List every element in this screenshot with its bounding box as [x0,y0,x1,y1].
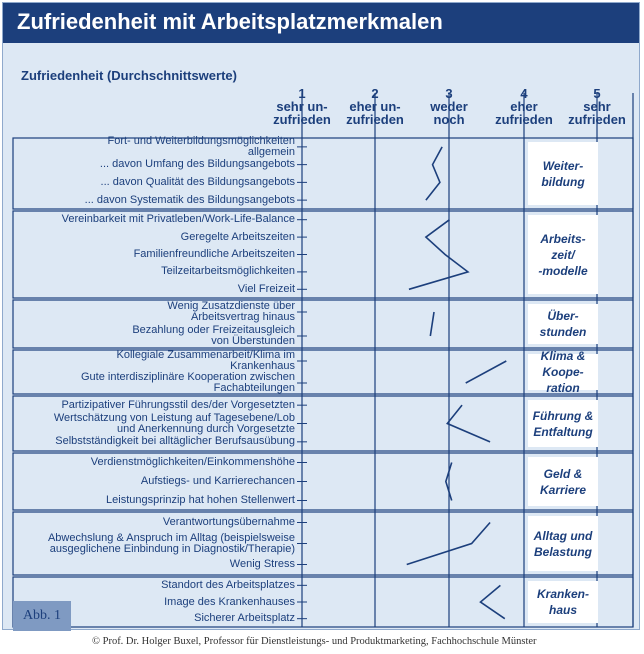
category-label-8 [528,586,598,618]
row-label-line: Partizipativer Führungsstil des/der Vorgesetzten [61,398,295,411]
row-label-line: Standort des Arbeitsplatzes [161,578,295,591]
copyright-footer: © Prof. Dr. Holger Buxel, Professor für Dienstleistungs- und Produktmarketing, Fachhochschule Münster [92,636,537,647]
row-label-line: Aufstiegs- und Karrierechancen [140,475,295,487]
row-label-line: Verdienstmöglichkeiten/Einkommenshöhe [90,456,295,468]
row-label-line: Fort- und Weiterbildungsmöglichkeiten [107,134,295,147]
row-label-line: und Anerkennung durch Vorgesetzte [117,422,295,435]
scale-label-line1: weder [430,99,468,114]
category-label-line: Geld & [543,466,583,481]
scale-label-line2: zufrieden [495,112,553,127]
row-label-line: Geregelte Arbeitszeiten [180,230,295,243]
row-label-line: Image des Krankenhauses [164,595,295,608]
category-label-5 [528,408,598,440]
row-label-line: Bezahlung oder Freizeitausgleich [132,324,295,336]
category-label-line: Entfaltung [533,424,593,439]
category-label-7 [528,528,598,560]
category-label-line: Über- [547,309,579,323]
row-label-line: Fachabteilungen [213,382,295,394]
row-label-line: ... davon Systematik des Bildungsangebots [84,193,295,206]
category-label-1 [528,158,598,190]
category-label-line: Kranken- [536,587,589,601]
row-label-line: ... davon Umfang des Bildungsangebots [99,158,295,171]
row-label-line: Sicherer Arbeitsplatz [194,612,295,625]
category-label-3 [528,308,598,340]
row-label-line: Teilzeitarbeitsmöglichkeiten [161,265,295,278]
row-label-line: Viel Freizeit [237,282,295,295]
scale-label-line2: zufrieden [568,112,626,127]
category-label-line: ration [546,381,580,395]
row-label-line: Wenig Stress [229,558,295,570]
category-label-line: Weiter- [542,158,584,173]
scale-label-line1: sehr [583,99,611,114]
scale-label-line2: zufrieden [346,112,404,127]
category-label-line: Karriere [539,482,587,497]
category-label-line: Klima & [540,349,586,363]
scale-label-line2: zufrieden [273,112,331,127]
category-label-line: zeit/ [551,247,575,262]
row-label-line: Wenig Zusatzdienste über [167,300,295,312]
category-label-line: haus [548,603,577,617]
scale-value: 2 [371,86,379,101]
category-label-6 [528,466,598,498]
row-label-line: Leistungsprinzip hat hohen Stellenwert [106,494,295,506]
figure-badge: Abb. 1 [13,601,71,631]
category-label-2 [528,231,598,279]
scale-label-line1: sehr un- [276,99,328,114]
scale-value: 1 [298,86,306,101]
category-label-line: Koope- [542,365,584,379]
scale-value: 5 [593,86,601,101]
category-label-line: Belastung [533,544,592,559]
chart-title: Zufriedenheit mit Arbeitsplatzmerkmalen [17,9,443,34]
scale-value: 4 [520,86,528,101]
row-label-line: allgemein [247,145,295,158]
row-label-line: Kollegiale Zusammenarbeit/Klima im [116,349,295,361]
row-label-line: ... davon Qualität des Bildungsangebots [100,175,295,188]
row-label-line: Abwechslung & Anspruch im Alltag (beispielsweise [47,531,295,544]
chart-subtitle: Zufriedenheit (Durchschnittswerte) [21,68,237,83]
category-label-line: bildung [541,174,585,189]
category-label-4 [528,348,598,396]
row-label-line: ausgeglichene Einbindung in Diagnostik/Therapie) [49,542,295,555]
row-label-line: Wertschätzung von Leistung auf Tagesebene/Lob [53,411,295,424]
category-label-line: stunden [539,325,587,339]
scale-label-line2: noch [433,112,465,127]
scale-label-line1: eher [510,99,538,114]
scale-value: 3 [445,86,453,101]
row-label-line: Vereinbarkeit mit Privatleben/Work-Life-Balance [61,213,295,226]
row-label-line: von Überstunden [211,335,295,347]
row-label-line: Krankenhaus [230,360,295,372]
category-label-line: Alltag und [533,528,593,543]
row-label-line: Arbeitsvertrag hinaus [191,311,295,323]
row-label-line: Gute interdisziplinäre Kooperation zwischen [80,371,295,383]
chart-panel [2,2,640,630]
row-label-line: Familienfreundliche Arbeitszeiten [133,248,295,260]
row-label-line: Verantwortungsübernahme [162,516,295,528]
category-label-line: -modelle [538,263,588,278]
category-label-line: Führung & [532,408,594,423]
category-label-line: Arbeits- [540,231,586,246]
row-label-line: Selbstständigkeit bei alltäglicher Berufsausübung [55,435,295,448]
category-labels [3,3,639,629]
scale-label-line1: eher un- [349,99,401,114]
